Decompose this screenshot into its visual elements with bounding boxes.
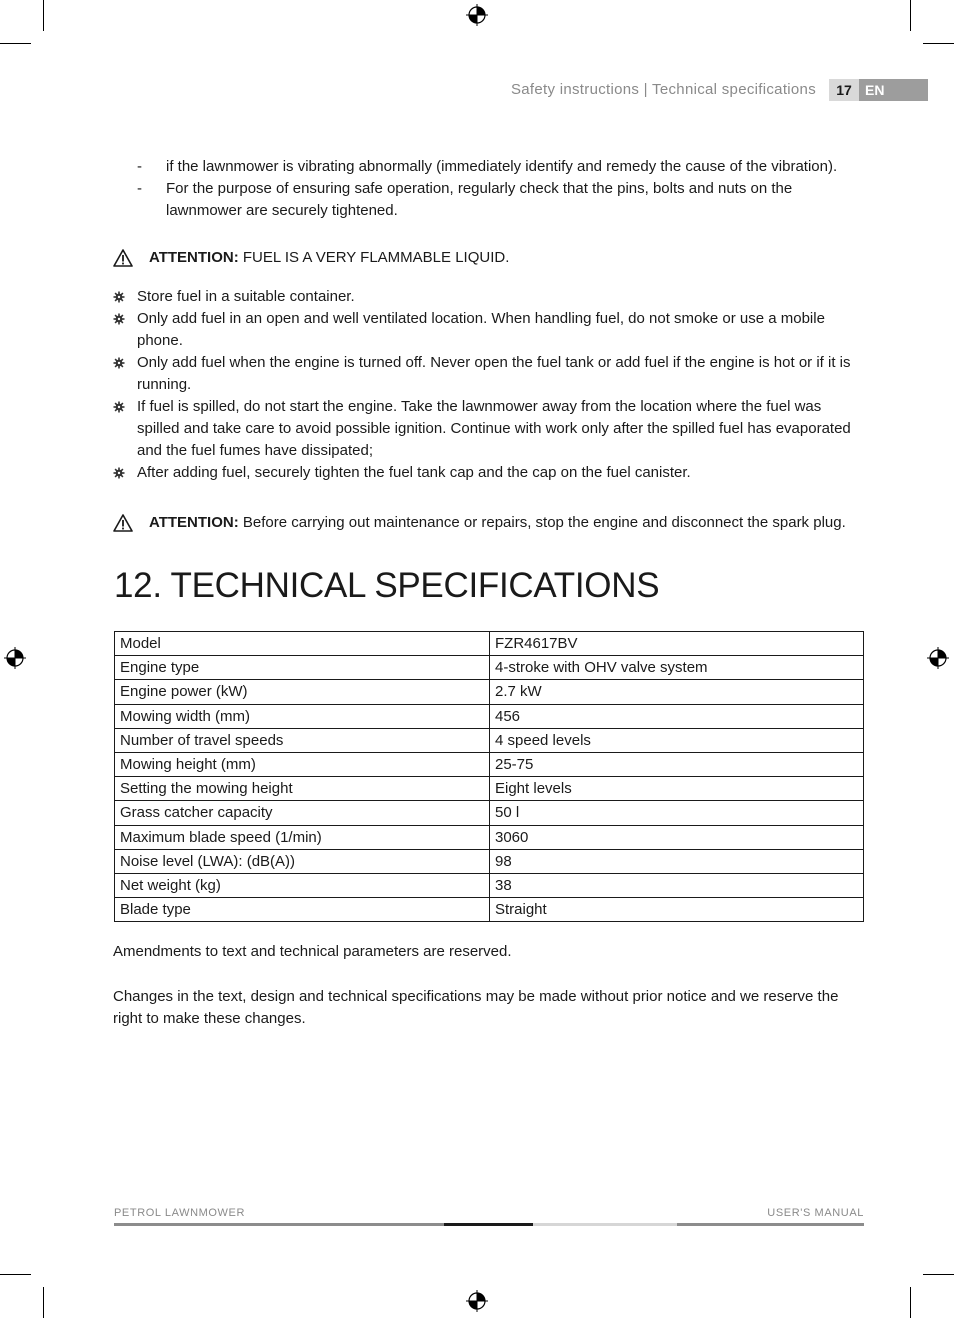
footer-divider [533, 1223, 677, 1226]
gear-bullet-icon [113, 357, 125, 369]
dash-list [137, 156, 857, 222]
spec-label: Engine type [115, 656, 490, 680]
list-item [113, 286, 858, 308]
gear-bullet-icon [113, 401, 125, 413]
list-item [113, 462, 858, 484]
warning-triangle-icon [113, 514, 133, 532]
section-title: 12. TECHNICAL SPECIFICATIONS [114, 566, 660, 605]
list-item-text: For the purpose of ensuring safe operation, regularly check that the pins, bolts and nuts on the lawnmower are securely tightened. [166, 180, 793, 219]
spec-label: Grass catcher capacity [115, 801, 490, 825]
spec-label: Mowing height (mm) [115, 752, 490, 776]
attention-text [149, 512, 846, 534]
specifications-table [114, 631, 864, 922]
spec-value: FZR4617BV [490, 632, 864, 656]
footer-document-type: USER'S MANUAL [767, 1207, 864, 1219]
footer-divider [114, 1223, 444, 1226]
crop-mark [0, 1274, 31, 1275]
spec-label: Net weight (kg) [115, 873, 490, 897]
registration-mark-icon [4, 647, 26, 669]
spec-label: Engine power (kW) [115, 680, 490, 704]
language-code: EN [865, 82, 885, 98]
dash-symbol: - [137, 180, 142, 197]
crop-mark [43, 0, 44, 31]
crop-mark [923, 43, 954, 44]
table-row [115, 898, 864, 922]
spec-value: Straight [490, 898, 864, 922]
list-item-text: If fuel is spilled, do not start the engine. Take the lawnmower away from the location where the fuel was spilled and take care to avoid possible ignition. Continue with work only after the spilled fuel has evaporated and the fuel fumes have dissipated; [137, 398, 851, 459]
footer-divider [444, 1223, 533, 1226]
spec-value: 50 l [490, 801, 864, 825]
spec-label: Blade type [115, 898, 490, 922]
list-item-text: Only add fuel in an open and well ventilated location. When handling fuel, do not smoke or use a mobile phone. [137, 310, 825, 349]
page-number: 17 [829, 79, 859, 101]
note-changes: Changes in the text, design and technical specifications may be made without prior notice and we reserve the right to make these changes. [113, 988, 839, 1027]
attention-text [149, 247, 509, 269]
page-header [0, 79, 954, 103]
spec-label: Maximum blade speed (1/min) [115, 825, 490, 849]
registration-mark-icon [466, 1290, 488, 1312]
registration-mark-icon [466, 4, 488, 26]
list-item [137, 156, 857, 178]
list-item [113, 352, 858, 396]
gear-bullet-icon [113, 291, 125, 303]
spec-value: 3060 [490, 825, 864, 849]
crop-mark [923, 1274, 954, 1275]
crop-mark [910, 0, 911, 31]
attention-label: ATTENTION: [149, 514, 239, 531]
spec-label: Number of travel speeds [115, 728, 490, 752]
warning-triangle-icon [113, 249, 133, 267]
crop-mark [0, 43, 31, 44]
attention-message: Before carrying out maintenance or repairs, stop the engine and disconnect the spark plug. [242, 514, 846, 531]
spec-value: Eight levels [490, 777, 864, 801]
list-item [113, 308, 858, 352]
spec-value: 2.7 kW [490, 680, 864, 704]
registration-mark-icon [927, 647, 949, 669]
table-row [115, 632, 864, 656]
gear-bullet-icon [113, 467, 125, 479]
footer-product-name: PETROL LAWNMOWER [114, 1207, 246, 1219]
spec-value: 4-stroke with OHV valve system [490, 656, 864, 680]
table-row [115, 752, 864, 776]
table-row [115, 656, 864, 680]
gear-bullet-icon [113, 313, 125, 325]
table-row [115, 825, 864, 849]
spec-label: Model [115, 632, 490, 656]
crop-mark [910, 1287, 911, 1318]
attention-message: FUEL IS A VERY FLAMMABLE LIQUID. [242, 249, 510, 266]
footer-divider [677, 1223, 864, 1226]
spec-value: 98 [490, 849, 864, 873]
list-item-text: Store fuel in a suitable container. [137, 288, 355, 305]
list-item-text: After adding fuel, securely tighten the fuel tank cap and the cap on the fuel canister. [137, 464, 691, 481]
table-row [115, 704, 864, 728]
header-title: Safety instructions | Technical specifications [510, 81, 816, 98]
spec-label: Noise level (LWA): (dB(A)) [115, 849, 490, 873]
attention-fuel [113, 247, 873, 271]
spec-value: 38 [490, 873, 864, 897]
dash-symbol: - [137, 158, 142, 175]
page-badge [829, 79, 928, 101]
attention-label: ATTENTION: [149, 249, 239, 266]
list-item [113, 396, 858, 462]
spec-label: Setting the mowing height [115, 777, 490, 801]
table-row [115, 849, 864, 873]
spec-value: 4 speed levels [490, 728, 864, 752]
list-item-text: if the lawnmower is vibrating abnormally (immediately identify and remedy the cause of the vibration). [166, 158, 838, 175]
crop-mark [43, 1287, 44, 1318]
note-amendments: Amendments to text and technical parameters are reserved. [113, 943, 512, 960]
table-row [115, 873, 864, 897]
spec-value: 25-75 [490, 752, 864, 776]
table-row [115, 728, 864, 752]
list-item-text: Only add fuel when the engine is turned off. Never open the fuel tank or add fuel if the engine is hot or if it is running. [137, 354, 851, 393]
fuel-safety-list [113, 286, 858, 484]
table-row [115, 680, 864, 704]
table-row [115, 801, 864, 825]
attention-maintenance [113, 512, 873, 536]
spec-value: 456 [490, 704, 864, 728]
table-row [115, 777, 864, 801]
list-item [137, 178, 857, 222]
spec-label: Mowing width (mm) [115, 704, 490, 728]
